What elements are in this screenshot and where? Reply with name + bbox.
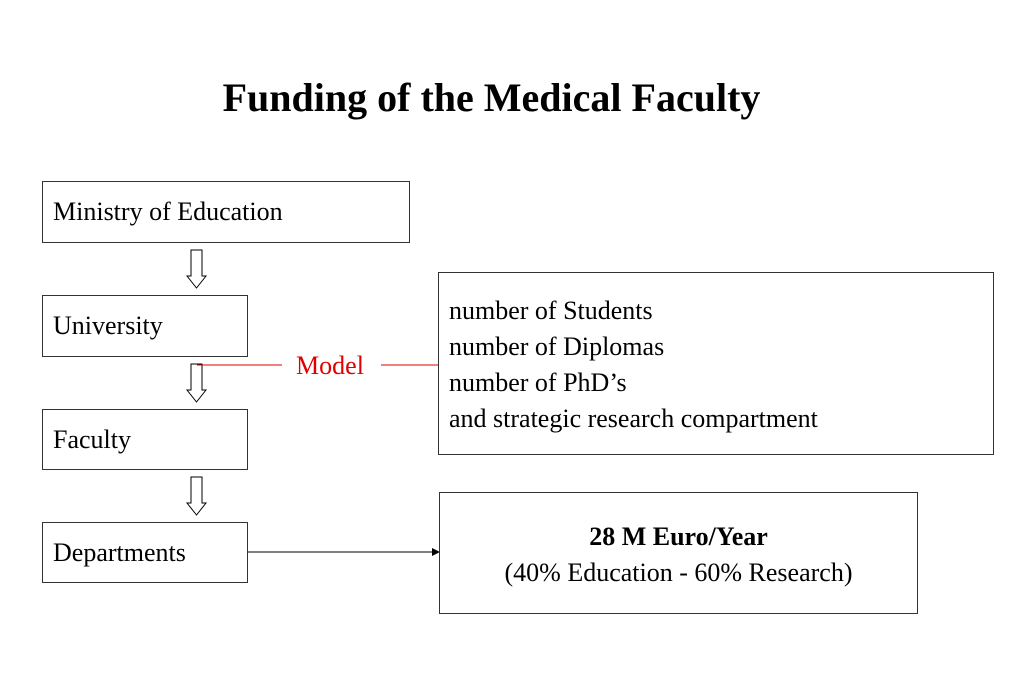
faculty-box: [42, 409, 248, 470]
ministry-label: Ministry of Education: [53, 197, 283, 226]
page-title: Funding of the Medical Faculty: [222, 75, 761, 120]
criteria-item: number of Students: [449, 296, 653, 325]
funding-box: [439, 492, 918, 614]
criteria-item: number of PhD’s: [449, 368, 627, 397]
university-label: University: [53, 311, 163, 340]
right-arrow-icon: [248, 548, 440, 556]
model-criteria-box: [438, 272, 994, 455]
down-arrow-icon: [187, 364, 206, 402]
departments-box: [42, 522, 248, 583]
criteria-item: number of Diplomas: [449, 332, 665, 361]
funding-split: (40% Education - 60% Research): [504, 558, 853, 587]
departments-label: Departments: [53, 537, 186, 567]
criteria-item: and strategic research compartment: [449, 404, 818, 433]
university-box: [42, 295, 248, 357]
faculty-label: Faculty: [53, 424, 131, 454]
ministry-box: [42, 181, 410, 243]
down-arrow-icon: [187, 477, 206, 515]
model-label: Model: [296, 351, 364, 380]
down-arrow-icon: [187, 250, 206, 288]
funding-amount: 28 M Euro/Year: [589, 522, 768, 551]
